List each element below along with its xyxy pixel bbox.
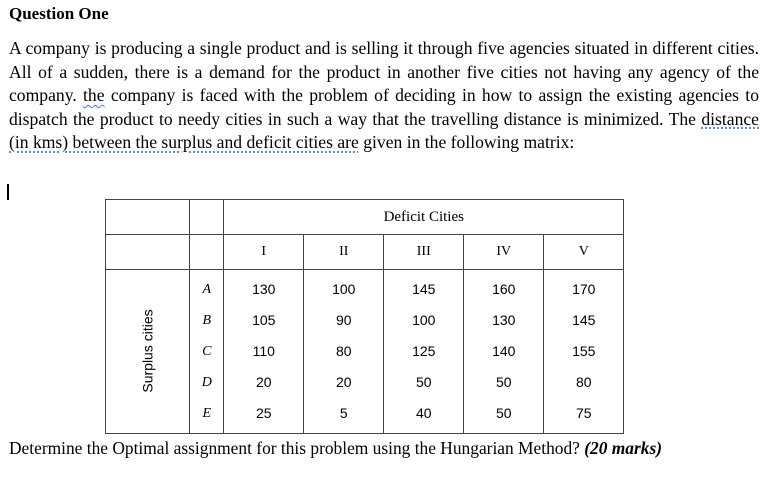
- data-column: [384, 270, 464, 434]
- row-label: B: [202, 313, 212, 328]
- column-header: III: [384, 235, 464, 270]
- table-cell: 50: [415, 374, 432, 390]
- table-cell: 140: [492, 343, 516, 359]
- side-label-cell: [106, 270, 190, 434]
- table-cell: 80: [575, 374, 592, 390]
- footer-text: Determine the Optimal assignment for this problem using the Hungarian Method?: [9, 438, 580, 458]
- column-header: I: [224, 235, 304, 270]
- side-label: Surplus cities: [139, 308, 156, 393]
- table-cell: 105: [252, 312, 276, 328]
- table-cell: 145: [412, 281, 436, 297]
- table-corner-cell-2: [190, 200, 224, 235]
- table-corner-cell: [106, 200, 190, 235]
- table-cell: 20: [335, 374, 352, 390]
- table-cell: 100: [332, 281, 356, 297]
- data-column: [544, 270, 624, 434]
- table-cell: 170: [572, 281, 596, 297]
- row-label: D: [201, 375, 212, 390]
- table-cell: 50: [495, 374, 512, 390]
- distance-matrix-table: [105, 199, 624, 434]
- text-cursor: [7, 184, 9, 200]
- table-cell: 130: [252, 281, 276, 297]
- table-cell: 145: [572, 312, 596, 328]
- paragraph-text-1: A company is producing a single product and is selling it through five agencies situated in different cities. All of a sudden, there is a demand for the product in another five cities not having any agency of the company.: [9, 38, 759, 106]
- column-header: IV: [464, 235, 544, 270]
- column-header: II: [304, 235, 384, 270]
- table-cell: 75: [575, 405, 592, 421]
- table-cell: 20: [255, 374, 272, 390]
- row-labels-cell: [190, 270, 224, 434]
- row-label: E: [202, 406, 212, 421]
- table-title: Deficit Cities: [224, 200, 624, 235]
- question-paragraph: [9, 37, 759, 155]
- table-cell: 50: [495, 405, 512, 421]
- column-header: V: [544, 235, 624, 270]
- paragraph-text-2: company is faced with the problem of deciding in how to assign the existing agencies to dispatch the product to needy cities in such a way that the travelling distance is minimized. The: [9, 85, 759, 129]
- question-heading: Question One: [9, 4, 109, 23]
- table-cell: 25: [255, 405, 272, 421]
- table-cell: 110: [252, 343, 275, 359]
- data-column: [304, 270, 384, 434]
- table-blank-cell: [106, 235, 190, 270]
- table-cell: 90: [335, 312, 352, 328]
- paragraph-text-dotted: distance (in kms) between the surplus and deficit cities are: [9, 108, 759, 153]
- table-cell: 160: [492, 281, 516, 297]
- paragraph-word-the: the: [83, 85, 105, 106]
- table-cell: 5: [339, 405, 348, 421]
- footer-marks: (20 marks): [584, 438, 663, 458]
- row-label: A: [202, 282, 212, 297]
- row-label: C: [202, 344, 212, 359]
- paragraph-text-3: given in the following matrix:: [363, 132, 575, 153]
- data-column: [464, 270, 544, 434]
- table-cell: 40: [415, 405, 432, 421]
- table-cell: 125: [412, 343, 436, 359]
- question-footer: [9, 438, 662, 459]
- table-cell: 130: [492, 312, 516, 328]
- table-cell: 80: [335, 343, 352, 359]
- data-column: [224, 270, 304, 434]
- table-blank-cell-2: [190, 235, 224, 270]
- table-cell: 155: [572, 343, 596, 359]
- table-cell: 100: [412, 312, 436, 328]
